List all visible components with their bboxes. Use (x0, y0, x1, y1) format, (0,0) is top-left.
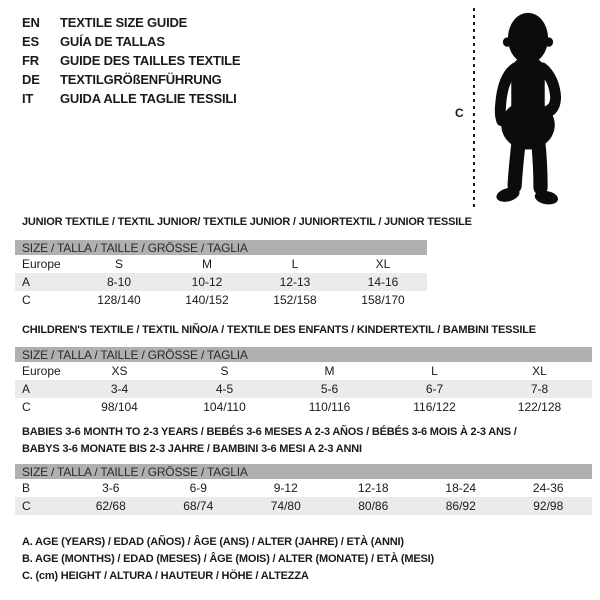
row-label: B (22, 481, 31, 495)
size-cell: L (431, 364, 438, 378)
size-cell: XL (532, 364, 547, 378)
language-code: DE (22, 72, 40, 87)
language-label: TEXTILE SIZE GUIDE (60, 15, 188, 30)
row-label: C (22, 293, 31, 307)
size-cell: 6-9 (189, 481, 207, 495)
table-header-bar: SIZE / TALLA / TAILLE / GRÖSSE / TAGLIA (15, 347, 592, 362)
size-cell: S (220, 364, 229, 378)
size-cell: 92/98 (533, 499, 564, 513)
table-row-height (15, 398, 592, 416)
children-size-table (15, 347, 592, 416)
note-line-c: C. (cm) HEIGHT / ALTURA / HAUTEUR / HÖHE / ALTEZZA (22, 570, 309, 582)
size-cell: 24-36 (532, 481, 564, 495)
language-row (22, 32, 240, 51)
size-cell: 62/68 (95, 499, 126, 513)
size-cell: 140/152 (185, 293, 229, 307)
size-cell: 74/80 (270, 499, 301, 513)
table-header-bar: SIZE / TALLA / TAILLE / GRÖSSE / TAGLIA (15, 240, 427, 255)
language-row (22, 13, 240, 32)
table-row-europe (15, 362, 592, 380)
size-cell: L (291, 257, 299, 271)
note-line-a: A. AGE (YEARS) / EDAD (AÑOS) / ÂGE (ANS) / ALTER (JAHRE) / ETÀ (ANNI) (22, 536, 404, 548)
legend-notes (22, 536, 434, 587)
size-cell: 158/170 (361, 293, 405, 307)
size-cell: 6-7 (425, 382, 444, 396)
language-label: GUIDA ALLE TAGLIE TESSILI (60, 91, 237, 106)
table-row-europe (15, 255, 427, 273)
size-cell: 128/140 (97, 293, 141, 307)
baby-silhouette-icon (482, 10, 574, 208)
size-cell: 5-6 (320, 382, 339, 396)
size-cell: M (324, 364, 335, 378)
size-cell: 8-10 (106, 275, 132, 289)
size-cell: 86/92 (445, 499, 476, 513)
size-cell: 9-12 (273, 481, 298, 495)
size-cell: XL (375, 257, 391, 271)
language-row (22, 51, 240, 70)
size-cell: M (202, 257, 212, 271)
size-cell: 18-24 (445, 481, 477, 495)
size-cell: 116/122 (413, 400, 456, 414)
size-cell: XS (111, 364, 128, 378)
section-title-line: BABIES 3-6 MONTH TO 2-3 YEARS / BEBÉS 3-6 MESES A 2-3 AÑOS / BÉBÉS 3-6 MOIS À 2-3 ANS / (22, 426, 517, 438)
row-label: Europe (22, 257, 61, 271)
language-row (22, 89, 240, 108)
section-title-junior (22, 214, 472, 231)
language-row (22, 70, 240, 89)
size-cell: 122/128 (517, 400, 562, 414)
size-cell: 4-5 (215, 382, 234, 396)
section-title-line: JUNIOR TEXTILE / TEXTIL JUNIOR/ TEXTILE JUNIOR / JUNIORTEXTIL / JUNIOR TESSILE (22, 216, 472, 228)
size-cell: 14-16 (367, 275, 399, 289)
size-cell: 3-4 (110, 382, 129, 396)
row-label: Europe (22, 364, 61, 378)
table-row-age (15, 273, 427, 291)
note-line-b: B. AGE (MONTHS) / EDAD (MESES) / ÂGE (MOIS) / ALTER (MONATE) / ETÀ (MESI) (22, 553, 434, 565)
babies-size-table (15, 464, 592, 515)
junior-size-table (15, 240, 427, 309)
row-label: C (22, 400, 31, 414)
table-row-height (15, 497, 592, 515)
section-title-line: CHILDREN'S TEXTILE / TEXTIL NIÑO/A / TEXTILE DES ENFANTS / KINDERTEXTIL / BAMBINI TESSILE (22, 324, 536, 336)
size-cell: 104/110 (203, 400, 246, 414)
size-cell: 3-6 (102, 481, 120, 495)
section-title-children (22, 322, 536, 339)
size-cell: 98/104 (101, 400, 138, 414)
language-code: ES (22, 34, 39, 49)
section-title-line: BABYS 3-6 MONATE BIS 2-3 JAHRE / BAMBINI 3-6 MESI A 2-3 ANNI (22, 443, 362, 455)
language-code: FR (22, 53, 39, 68)
size-cell: 10-12 (191, 275, 223, 289)
size-cell: 12-13 (279, 275, 311, 289)
language-label: GUÍA DE TALLAS (60, 34, 165, 49)
table-row-height (15, 291, 427, 309)
language-label: GUIDE DES TAILLES TEXTILE (60, 53, 241, 68)
row-label: A (22, 382, 31, 396)
size-cell: 80/86 (358, 499, 389, 513)
height-dashed-line (473, 8, 475, 210)
language-label: TEXTILGRÖßENFÜHRUNG (60, 72, 222, 87)
language-code: EN (22, 15, 40, 30)
section-title-babies (22, 424, 517, 458)
size-cell: 12-18 (357, 481, 389, 495)
size-cell: 68/74 (183, 499, 214, 513)
size-cell: 152/158 (273, 293, 317, 307)
table-row-age (15, 380, 592, 398)
size-cell: S (114, 257, 123, 271)
row-label: A (22, 275, 31, 289)
row-label: C (22, 499, 31, 513)
language-list (22, 13, 240, 108)
table-row-age-months (15, 479, 592, 497)
height-measure-label: C (455, 106, 464, 120)
size-cell: 110/116 (308, 400, 351, 414)
language-code: IT (22, 91, 34, 106)
size-cell: 7-8 (530, 382, 549, 396)
table-header-bar: SIZE / TALLA / TAILLE / GRÖSSE / TAGLIA (15, 464, 592, 479)
